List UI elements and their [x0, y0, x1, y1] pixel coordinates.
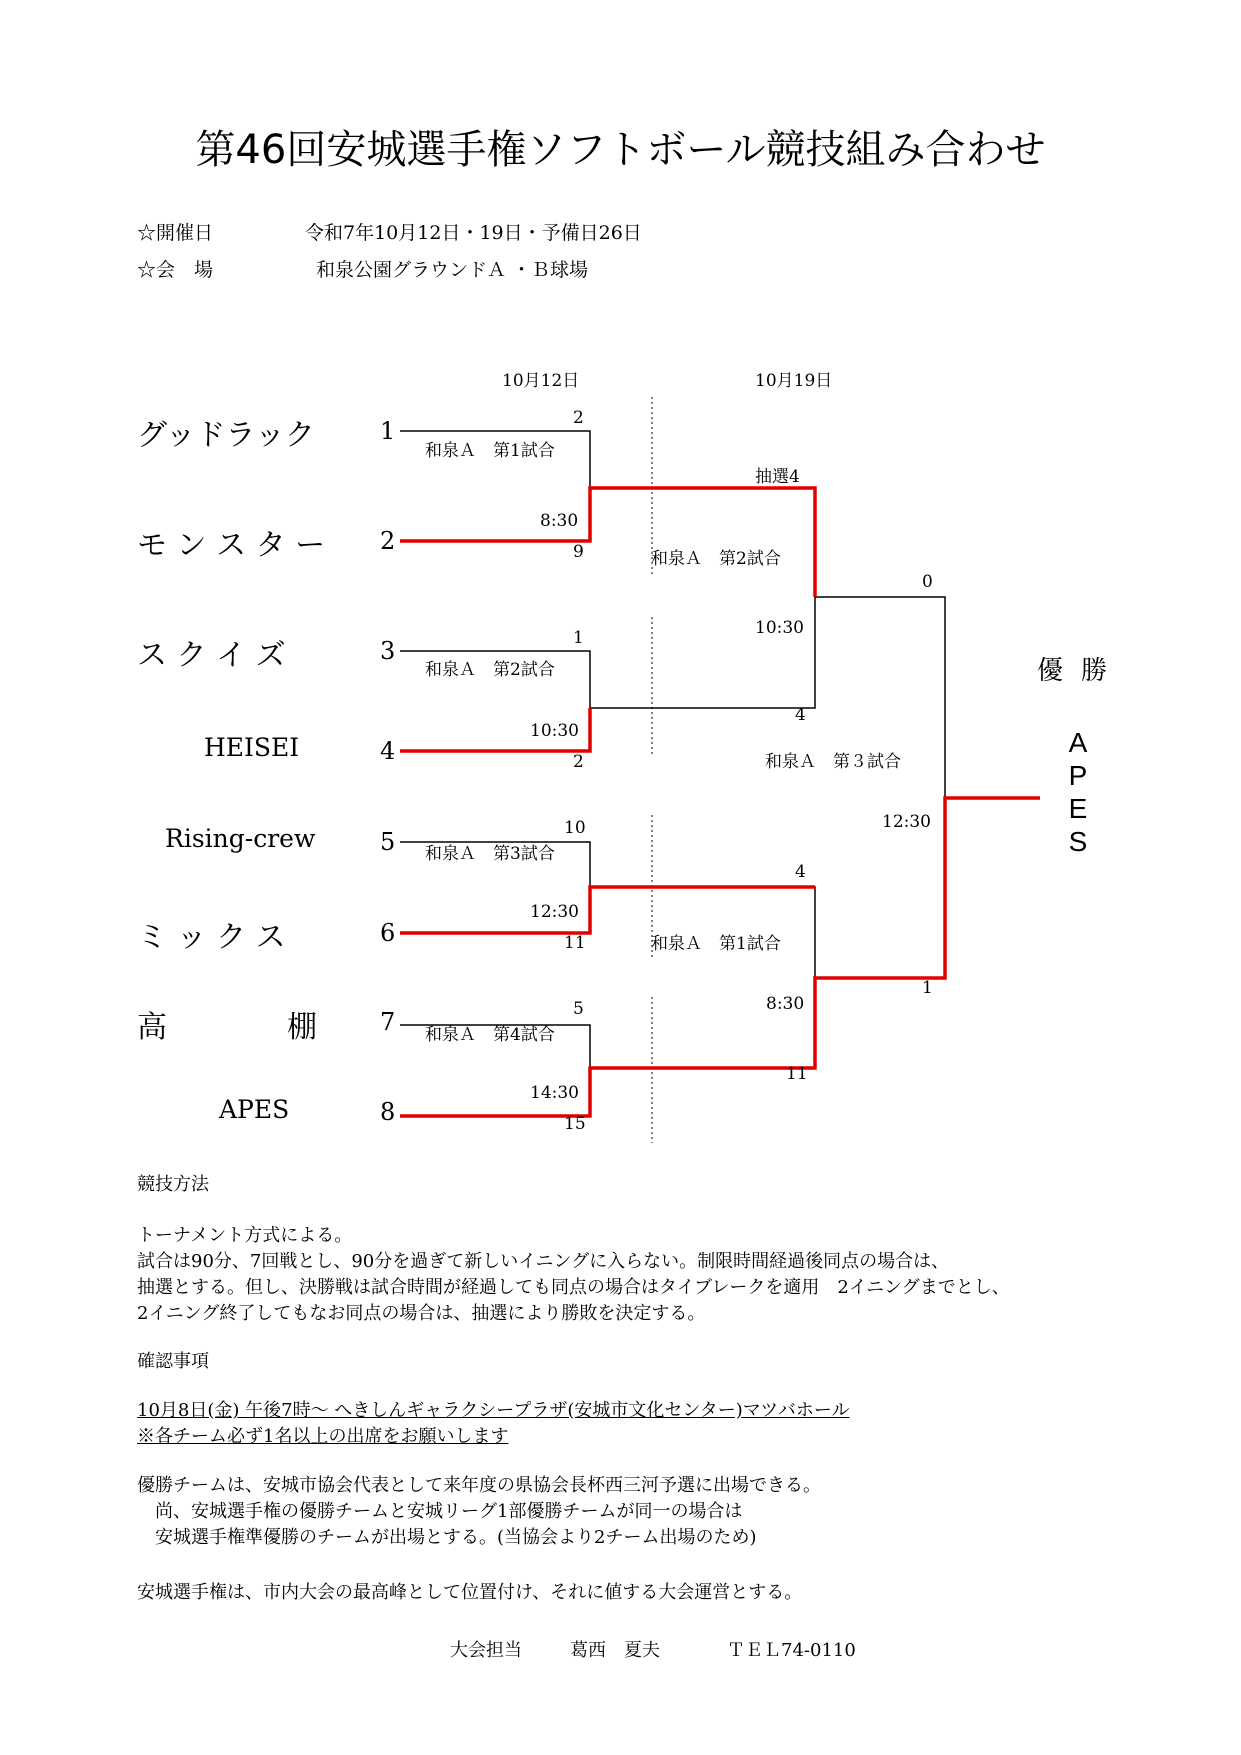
match-time: 8:30 [540, 511, 579, 531]
score: 11 [564, 933, 586, 953]
match-venue: 和泉Ａ 第4試合 [425, 1025, 555, 1045]
team-name: 高 棚 [137, 1010, 317, 1045]
date-value: 令和7年10月12日・19日・予備日26日 [305, 222, 642, 244]
confirm-line: 10月8日(金) 午後7時～ へきしんギャラクシープラザ(安城市文化センター)マツバホール [137, 1400, 850, 1421]
team-name: モ ン ス タ ー [137, 528, 326, 563]
match-time: 14:30 [530, 1083, 579, 1103]
match-venue: 和泉Ａ 第2試合 [651, 549, 781, 569]
score: 0 [922, 572, 933, 592]
team-seed: 8 [380, 1098, 396, 1126]
team-seed: 4 [380, 737, 396, 765]
round1-date: 10月12日 [502, 371, 580, 391]
match-venue: 和泉Ａ 第1試合 [651, 934, 781, 954]
score: 4 [795, 862, 806, 882]
date-label: ☆開催日 [137, 222, 214, 244]
team-name: APES [219, 1095, 290, 1124]
team-name: グッドラック [137, 418, 315, 453]
venue-label: ☆会 場 [137, 259, 214, 281]
page-title: 第46回安城選手権ソフトボール競技組み合わせ [195, 127, 1046, 173]
team-seed: 7 [380, 1008, 396, 1036]
winner-path-r1-6 [400, 887, 815, 933]
closing-line: 安城選手権は、市内大会の最高峰として位置付け、それに値する大会運営とする。 [137, 1582, 803, 1603]
match-time: 12:30 [882, 812, 931, 832]
round2-date: 10月19日 [755, 371, 833, 391]
confirm-line: ※各チーム必ず1名以上の出席をお願いします [137, 1426, 509, 1447]
match-venue: 和泉Ａ 第３試合 [765, 752, 901, 772]
team-seed: 5 [380, 828, 396, 856]
r2m1-bottom-line [590, 597, 815, 708]
match-venue: 和泉Ａ 第3試合 [425, 844, 555, 864]
qualify-line: 優勝チームは、安城市協会代表として来年度の県協会長杯西三河予選に出場できる。 [137, 1475, 821, 1496]
contact-name: 葛西 夏夫 [570, 1640, 660, 1661]
match-venue: 和泉Ａ 第2試合 [425, 660, 555, 680]
winner-letter: P [1068, 760, 1088, 791]
contact-role: 大会担当 [450, 1640, 522, 1661]
method-line: 2イニング終了してもなお同点の場合は、抽選により勝敗を決定する。 [137, 1303, 706, 1324]
score: 5 [573, 999, 584, 1019]
score: 11 [786, 1064, 808, 1084]
score: 9 [573, 542, 584, 562]
method-line: 試合は90分、7回戦とし、90分を過ぎて新しいイニングに入らない。制限時間経過後同点の場合は、 [137, 1251, 950, 1272]
winner-letter: S [1068, 826, 1088, 857]
winner-label: 優勝 [1037, 656, 1126, 686]
team-seed: 6 [380, 919, 396, 947]
match-venue: 和泉Ａ 第1試合 [425, 441, 555, 461]
team-name: ミ ッ ク ス [137, 920, 286, 955]
score: 4 [795, 705, 806, 725]
method-line: 抽選とする。但し、決勝戦は試合時間が経過しても同点の場合はタイブレークを適用 2イニングまでとし、 [137, 1277, 1010, 1298]
score: 1 [922, 978, 933, 998]
winner-letter: A [1068, 727, 1088, 758]
score: 15 [564, 1114, 586, 1134]
qualify-line: 尚、安城選手権の優勝チームと安城リーグ1部優勝チームが同一の場合は [137, 1501, 743, 1522]
winner-letter: E [1068, 793, 1088, 824]
team-seed: 2 [380, 527, 396, 555]
qualify-line: 安城選手権準優勝のチームが出場とする。(当協会より2チーム出場のため) [137, 1527, 757, 1548]
team-seed: 3 [380, 637, 396, 665]
match-time: 10:30 [530, 721, 579, 741]
team-seed: 1 [380, 417, 396, 445]
confirm-heading: 確認事項 [137, 1351, 209, 1372]
venue-value: 和泉公園グラウンドＡ ・Ｂ球場 [316, 259, 589, 281]
team-name: ス ク イ ズ [137, 638, 286, 673]
score: 2 [573, 408, 584, 428]
score: 2 [573, 752, 584, 772]
match-time: 8:30 [766, 994, 805, 1014]
team-name: Rising-crew [165, 824, 316, 853]
team-name: HEISEI [204, 733, 300, 762]
winner-path-r1 [400, 488, 815, 597]
score: 抽選4 [755, 467, 800, 487]
match-time: 12:30 [530, 902, 579, 922]
method-line: トーナメント方式による。 [137, 1225, 353, 1246]
match-time: 10:30 [755, 618, 804, 638]
contact-tel: ＴＥＬ74-0110 [727, 1640, 856, 1661]
method-heading: 競技方法 [137, 1174, 209, 1195]
score: 10 [564, 818, 586, 838]
score: 1 [573, 628, 584, 648]
